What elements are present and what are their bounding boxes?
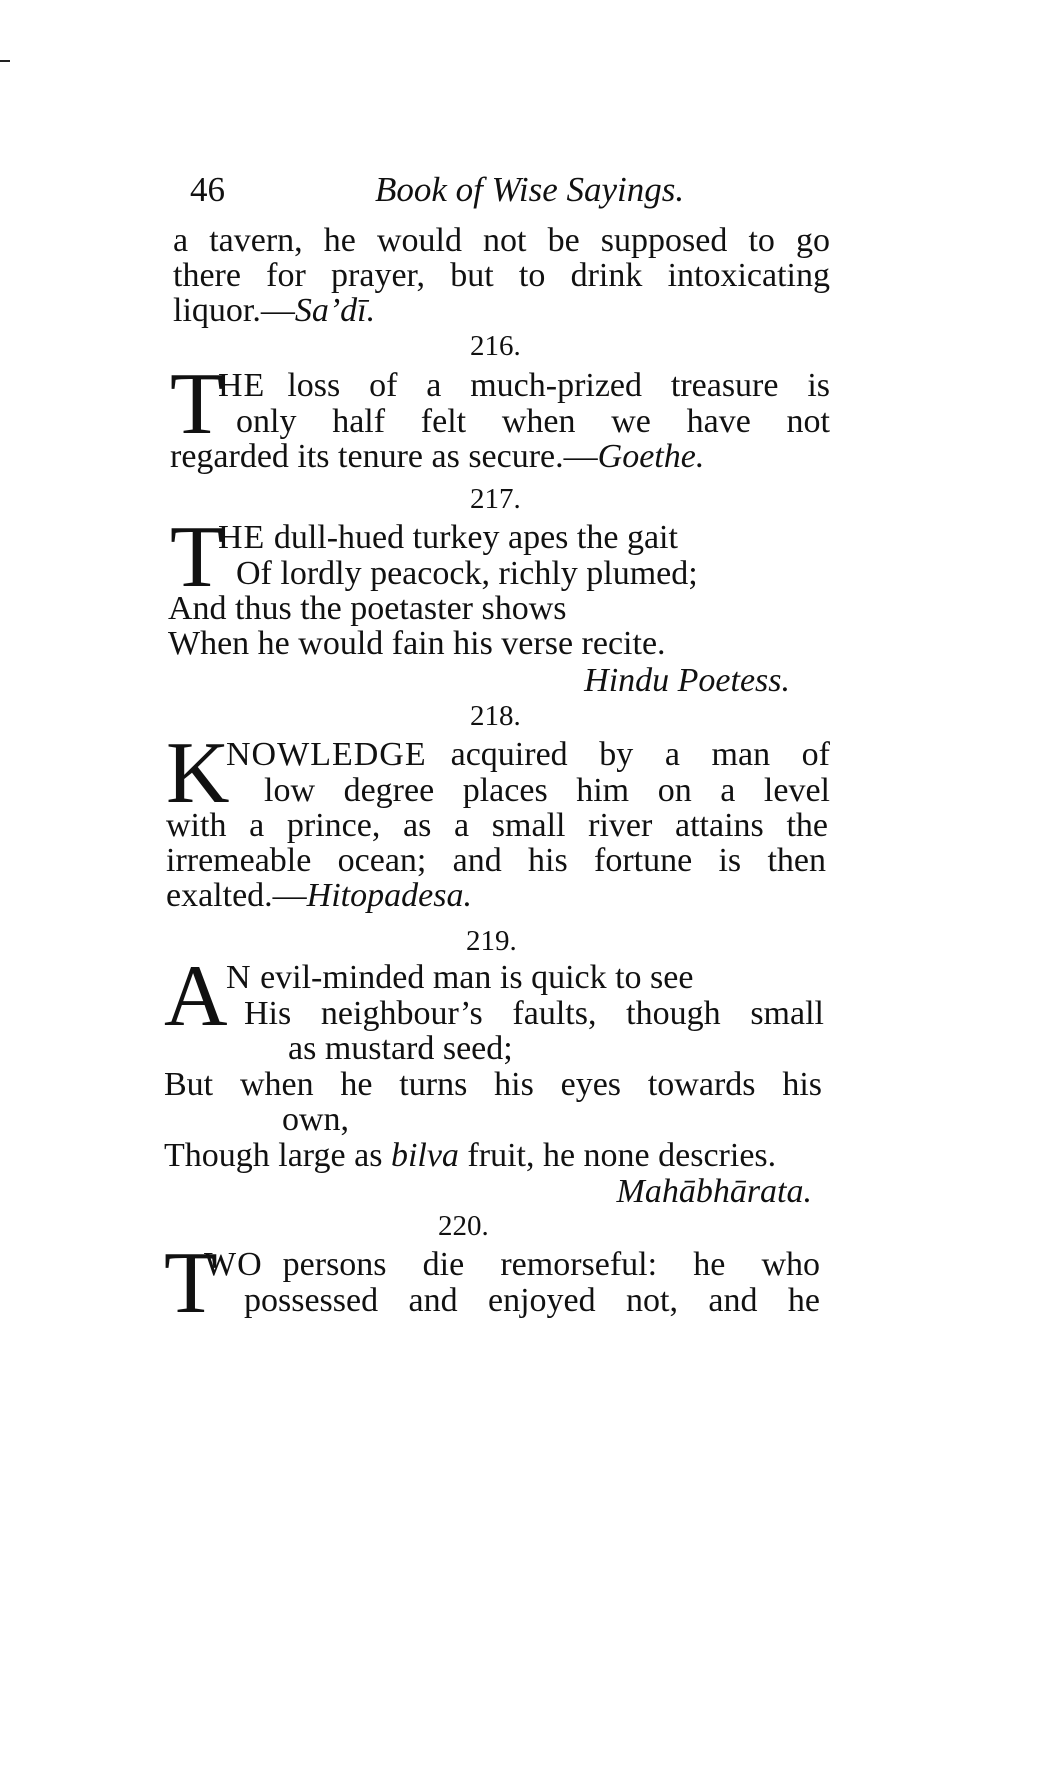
margin-mark bbox=[0, 60, 10, 62]
saying-number: 219. bbox=[466, 925, 517, 957]
text-line: with a prince, as a small river attains the bbox=[166, 807, 828, 844]
saying-number: 216. bbox=[470, 330, 521, 362]
text-line: His neighbour’s faults, though small bbox=[244, 995, 824, 1032]
drop-cap: A bbox=[164, 948, 228, 1045]
text-line: HE dull-hued turkey apes the gait bbox=[218, 519, 678, 556]
saying-number: 217. bbox=[470, 483, 521, 515]
running-title: Book of Wise Sayings. bbox=[375, 170, 685, 209]
text-line: possessed and enjoyed not, and he bbox=[244, 1282, 820, 1319]
attribution: Goethe. bbox=[597, 438, 705, 475]
attribution: Hitopadesa. bbox=[306, 877, 472, 914]
attribution: Mahābhārata. bbox=[616, 1173, 812, 1210]
text-line: Of lordly peacock, richly plumed; bbox=[236, 555, 698, 592]
text-line: But when he turns his eyes towards his bbox=[164, 1066, 822, 1103]
attribution: Sa’dī. bbox=[294, 292, 376, 329]
text-line: only half felt when we have not bbox=[236, 403, 830, 440]
text-line: N evil-minded man is quick to see bbox=[226, 959, 694, 996]
saying-number: 218. bbox=[470, 700, 521, 732]
text-line: own, bbox=[282, 1101, 350, 1138]
drop-cap: K bbox=[166, 725, 230, 822]
text-line: HE loss of a much-prized treasure is bbox=[218, 367, 830, 404]
text-line: there for prayer, but to drink intoxicating bbox=[173, 257, 830, 294]
drop-cap: T bbox=[170, 356, 224, 453]
text-line: Though large as bilva fruit, he none descries. bbox=[164, 1137, 777, 1174]
text-line: WO persons die remorseful: he who bbox=[204, 1246, 820, 1283]
text-line: a tavern, he would not be supposed to go bbox=[173, 222, 830, 259]
page-number: 46 bbox=[190, 170, 225, 209]
attribution: Hindu Poetess. bbox=[584, 662, 790, 699]
text-line: as mustard seed; bbox=[288, 1030, 513, 1067]
text-line: liquor.—Sa’dī. bbox=[173, 292, 376, 329]
text-line: low degree places him on a level bbox=[264, 772, 830, 809]
text-line: When he would fain his verse recite. bbox=[168, 625, 666, 662]
page-header bbox=[190, 170, 750, 220]
text-line: irremeable ocean; and his fortune is then bbox=[166, 842, 826, 879]
text-line: And thus the poetaster shows bbox=[168, 590, 567, 627]
text-line: regarded its tenure as secure.—Goethe. bbox=[170, 438, 705, 475]
text-line: NOWLEDGE acquired by a man of bbox=[226, 736, 830, 773]
drop-cap: T bbox=[170, 509, 224, 606]
text-line: exalted.—Hitopadesa. bbox=[166, 877, 472, 914]
drop-cap: T bbox=[164, 1235, 218, 1332]
saying-number: 220. bbox=[438, 1210, 489, 1242]
